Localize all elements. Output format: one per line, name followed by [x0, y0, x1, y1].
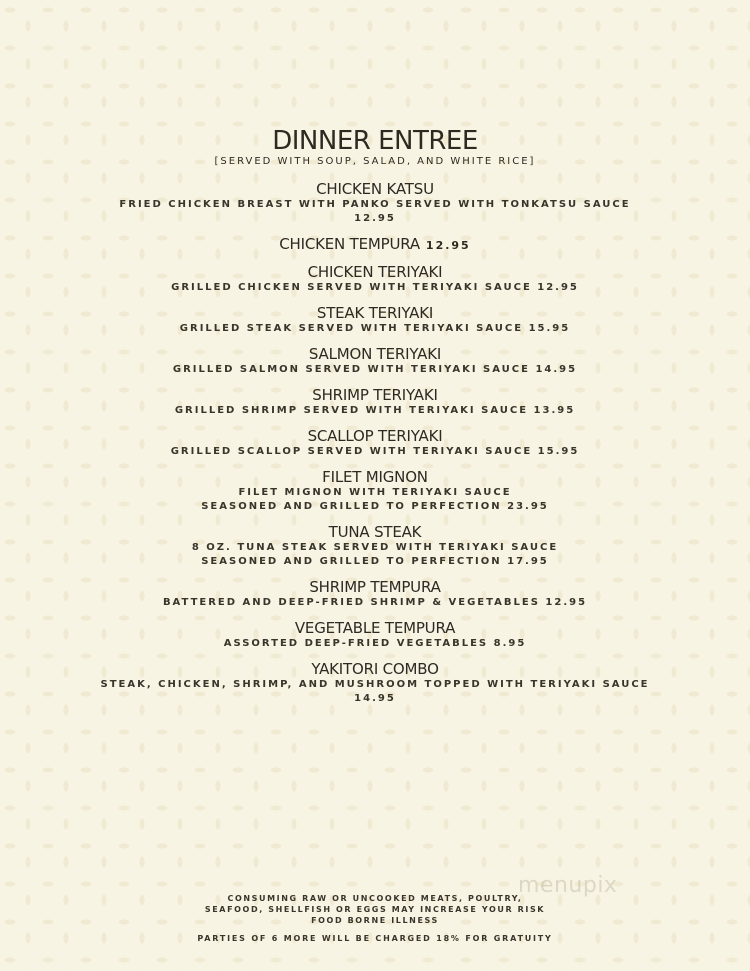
item-description: 8 OZ. TUNA STEAK SERVED WITH TERIYAKI SAUCE — [191, 542, 559, 553]
menu-item — [0, 428, 750, 459]
item-price: 14.95 — [354, 693, 396, 704]
item-description: GRILLED STEAK SERVED WITH TERIYAKI SAUCE 15.95 — [179, 323, 571, 334]
item-description: STEAK, CHICKEN, SHRIMP, AND MUSHROOM TOPPED WITH TERIYAKI SAUCE — [100, 679, 650, 690]
item-description: BATTERED AND DEEP-FRIED SHRIMP & VEGETABLES 12.95 — [162, 597, 588, 608]
item-name — [0, 236, 750, 254]
page-subtitle: [SERVED WITH SOUP, SALAD, AND WHITE RICE] — [214, 156, 536, 167]
item-description: GRILLED SCALLOP SERVED WITH TERIYAKI SAUCE 15.95 — [170, 446, 580, 457]
item-name-text: CHICKEN TEMPURA — [279, 235, 420, 253]
item-description: FILET MIGNON WITH TERIYAKI SAUCE — [238, 487, 512, 498]
item-name: VEGETABLE TEMPURA — [294, 619, 456, 637]
raw-food-warning-line2: SEAFOOD, SHELLFISH OR EGGS MAY INCREASE YOUR RISK — [204, 905, 546, 914]
menu-item — [0, 181, 750, 226]
footer-notice — [0, 893, 750, 944]
item-description-line2: SEASONED AND GRILLED TO PERFECTION 17.95 — [201, 556, 549, 567]
item-name: CHICKEN TERIYAKI — [307, 263, 443, 281]
item-name: SALMON TERIYAKI — [308, 345, 442, 363]
item-description: GRILLED SHRIMP SERVED WITH TERIYAKI SAUCE 13.95 — [174, 405, 576, 416]
menu-item — [0, 236, 750, 254]
menu-item — [0, 661, 750, 706]
item-description-line2: SEASONED AND GRILLED TO PERFECTION 23.95 — [201, 501, 549, 512]
item-name: TUNA STEAK — [328, 523, 422, 541]
menu-item — [0, 305, 750, 336]
item-name: FILET MIGNON — [322, 468, 428, 486]
item-description: GRILLED SALMON SERVED WITH TERIYAKI SAUCE 14.95 — [172, 364, 578, 375]
menu-section — [0, 126, 750, 706]
item-name: CHICKEN KATSU — [316, 180, 434, 198]
item-description: GRILLED CHICKEN SERVED WITH TERIYAKI SAUCE 12.95 — [171, 282, 579, 293]
menu-item — [0, 620, 750, 651]
raw-food-warning-line3: FOOD BORNE ILLNESS — [311, 916, 439, 925]
item-name: YAKITORI COMBO — [311, 660, 439, 678]
item-description: FRIED CHICKEN BREAST WITH PANKO SERVED WITH TONKATSU SAUCE — [119, 199, 631, 210]
item-name: SHRIMP TERIYAKI — [312, 386, 438, 404]
item-name: SCALLOP TERIYAKI — [307, 427, 443, 445]
page-title: DINNER ENTREE — [272, 126, 478, 156]
watermark-logo: menupix — [518, 873, 618, 898]
item-description: ASSORTED DEEP-FRIED VEGETABLES 8.95 — [223, 638, 527, 649]
menu-item — [0, 387, 750, 418]
gratuity-notice: PARTIES OF 6 MORE WILL BE CHARGED 18% FOR GRATUITY — [197, 934, 553, 943]
item-price: 12.95 — [354, 213, 396, 224]
item-name: STEAK TERIYAKI — [316, 304, 434, 322]
menu-item — [0, 264, 750, 295]
menu-item — [0, 579, 750, 610]
item-name: SHRIMP TEMPURA — [309, 578, 441, 596]
item-price: 12.95 — [425, 239, 471, 252]
menu-item — [0, 524, 750, 569]
raw-food-warning-line1: CONSUMING RAW OR UNCOOKED MEATS, POULTRY, — [227, 894, 523, 903]
menu-item — [0, 346, 750, 377]
menu-item — [0, 469, 750, 514]
